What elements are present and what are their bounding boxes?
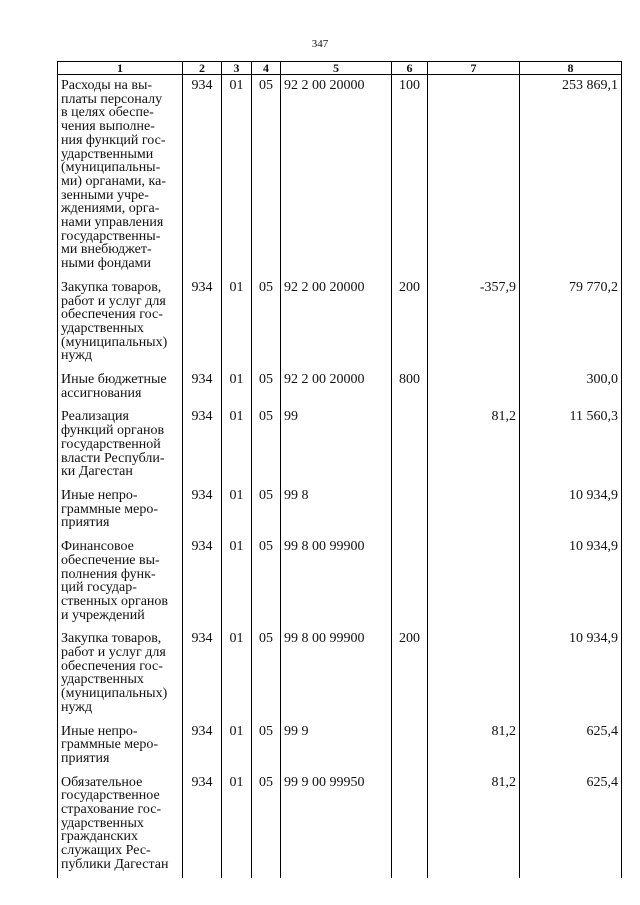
target-article-cell: 99 8 00 99900 bbox=[281, 628, 392, 720]
chapter-code-cell: 934 bbox=[183, 721, 222, 772]
subsection-code-cell: 05 bbox=[252, 277, 281, 369]
target-article-cell: 92 2 00 20000 bbox=[281, 277, 392, 369]
row-name-cell bbox=[58, 485, 183, 536]
row-name-line: платы персоналу bbox=[61, 91, 163, 107]
row-name-line: ассигнования bbox=[61, 385, 142, 401]
subsection-code-cell: 05 bbox=[252, 628, 281, 720]
change-amount-cell bbox=[428, 628, 520, 720]
expense-type-cell: 800 bbox=[392, 369, 428, 406]
total-amount-cell: 300,0 bbox=[520, 369, 622, 406]
total-amount-cell: 253 869,1 bbox=[520, 75, 622, 277]
section-code-cell: 01 bbox=[222, 721, 252, 772]
section-code-cell: 01 bbox=[222, 772, 252, 878]
row-name-line: ждениями, орга- bbox=[61, 201, 160, 217]
row-name-line: чения выполне- bbox=[61, 119, 155, 135]
row-name-line: нужд bbox=[61, 699, 93, 715]
column-header: 5 bbox=[281, 62, 392, 75]
subsection-code-cell: 05 bbox=[252, 721, 281, 772]
target-article-cell: 92 2 00 20000 bbox=[281, 369, 392, 406]
row-name-line: нами управления bbox=[61, 215, 164, 231]
row-name-line: ми внебюджет- bbox=[61, 242, 152, 258]
change-amount-cell bbox=[428, 75, 520, 277]
row-name-line: Иные непро- bbox=[61, 723, 138, 739]
table-header-row bbox=[58, 62, 622, 75]
section-code-cell: 01 bbox=[222, 406, 252, 485]
column-header: 6 bbox=[392, 62, 428, 75]
row-name-line: Иные бюджетные bbox=[61, 372, 167, 388]
target-article-cell: 99 bbox=[281, 406, 392, 485]
expense-type-cell: 200 bbox=[392, 277, 428, 369]
total-amount-cell: 625,4 bbox=[520, 721, 622, 772]
row-name-line: Закупка товаров, bbox=[61, 631, 162, 647]
budget-table bbox=[57, 61, 622, 878]
target-article-cell: 99 8 00 99900 bbox=[281, 536, 392, 628]
target-article-cell: 99 9 bbox=[281, 721, 392, 772]
row-name-cell bbox=[58, 277, 183, 369]
column-header: 8 bbox=[520, 62, 622, 75]
row-name-line: Обязательное bbox=[61, 774, 143, 790]
row-name-line: Финансовое bbox=[61, 539, 134, 555]
page-number: 347 bbox=[311, 38, 329, 50]
table-row bbox=[58, 628, 622, 720]
table-row bbox=[58, 369, 622, 406]
section-code-cell: 01 bbox=[222, 485, 252, 536]
chapter-code-cell: 934 bbox=[183, 406, 222, 485]
total-amount-cell: 79 770,2 bbox=[520, 277, 622, 369]
total-amount-cell: 10 934,9 bbox=[520, 485, 622, 536]
row-name-line: работ и услуг для bbox=[61, 645, 166, 661]
row-name-cell bbox=[58, 369, 183, 406]
expense-type-cell bbox=[392, 485, 428, 536]
total-amount-cell: 10 934,9 bbox=[520, 536, 622, 628]
row-name-line: государственны- bbox=[61, 228, 161, 244]
table-row bbox=[58, 75, 622, 277]
column-header: 4 bbox=[252, 62, 281, 75]
total-amount-cell: 10 934,9 bbox=[520, 628, 622, 720]
row-name-line: Реализация bbox=[61, 409, 129, 425]
subsection-code-cell: 05 bbox=[252, 406, 281, 485]
row-name-line: Закупка товаров, bbox=[61, 279, 162, 295]
table-body bbox=[58, 75, 622, 878]
row-name-line: граммные меро- bbox=[61, 737, 159, 753]
subsection-code-cell: 05 bbox=[252, 536, 281, 628]
expense-type-cell bbox=[392, 721, 428, 772]
table-row bbox=[58, 485, 622, 536]
row-name-line: ций государ- bbox=[61, 580, 137, 596]
change-amount-cell bbox=[428, 536, 520, 628]
change-amount-cell bbox=[428, 369, 520, 406]
row-name-line: (муниципальных) bbox=[61, 686, 168, 702]
table-row bbox=[58, 772, 622, 878]
subsection-code-cell: 05 bbox=[252, 485, 281, 536]
section-code-cell: 01 bbox=[222, 536, 252, 628]
row-name-line: функций органов bbox=[61, 423, 165, 439]
row-name-line: работ и услуг для bbox=[61, 293, 166, 309]
row-name-line: ки Дагестан bbox=[61, 464, 133, 480]
total-amount-cell: 11 560,3 bbox=[520, 406, 622, 485]
row-name-cell bbox=[58, 406, 183, 485]
column-header: 1 bbox=[58, 62, 183, 75]
subsection-code-cell: 05 bbox=[252, 75, 281, 277]
row-name-line: в целях обеспе- bbox=[61, 105, 154, 121]
subsection-code-cell: 05 bbox=[252, 369, 281, 406]
total-amount-cell: 625,4 bbox=[520, 772, 622, 878]
row-name-line: власти Республи- bbox=[61, 450, 165, 466]
row-name-line: государственной bbox=[61, 436, 161, 452]
row-name-line: страхование гос- bbox=[61, 802, 162, 818]
expense-type-cell bbox=[392, 536, 428, 628]
chapter-code-cell: 934 bbox=[183, 536, 222, 628]
table-row bbox=[58, 406, 622, 485]
row-name-line: нужд bbox=[61, 348, 93, 364]
table-row bbox=[58, 721, 622, 772]
row-name-line: Иные непро- bbox=[61, 487, 138, 503]
row-name-line: ударственными bbox=[61, 146, 154, 162]
row-name-line: ными фондами bbox=[61, 256, 152, 272]
change-amount-cell: 81,2 bbox=[428, 721, 520, 772]
chapter-code-cell: 934 bbox=[183, 75, 222, 277]
change-amount-cell: 81,2 bbox=[428, 772, 520, 878]
section-code-cell: 01 bbox=[222, 75, 252, 277]
expense-type-cell bbox=[392, 772, 428, 878]
row-name-line: ударственных bbox=[61, 815, 144, 831]
expense-type-cell: 200 bbox=[392, 628, 428, 720]
row-name-line: приятия bbox=[61, 515, 110, 531]
row-name-line: полнения функ- bbox=[61, 566, 156, 582]
target-article-cell: 99 9 00 99950 bbox=[281, 772, 392, 878]
change-amount-cell: -357,9 bbox=[428, 277, 520, 369]
chapter-code-cell: 934 bbox=[183, 277, 222, 369]
row-name-line: ударственных bbox=[61, 672, 144, 688]
table-row bbox=[58, 536, 622, 628]
row-name-line: (муниципальны- bbox=[61, 160, 161, 176]
row-name-line: обеспечения гос- bbox=[61, 307, 163, 323]
change-amount-cell: 81,2 bbox=[428, 406, 520, 485]
row-name-line: (муниципальных) bbox=[61, 334, 168, 350]
chapter-code-cell: 934 bbox=[183, 369, 222, 406]
row-name-line: Расходы на вы- bbox=[61, 78, 153, 93]
expense-type-cell bbox=[392, 406, 428, 485]
chapter-code-cell: 934 bbox=[183, 772, 222, 878]
table-row bbox=[58, 277, 622, 369]
section-code-cell: 01 bbox=[222, 369, 252, 406]
row-name-cell bbox=[58, 772, 183, 878]
row-name-cell bbox=[58, 628, 183, 720]
row-name-line: публики Дагестан bbox=[61, 856, 169, 872]
row-name-line: ния функций гос- bbox=[61, 132, 166, 148]
expense-type-cell: 100 bbox=[392, 75, 428, 277]
row-name-line: граммные меро- bbox=[61, 501, 159, 517]
row-name-line: служащих Рес- bbox=[61, 843, 151, 859]
subsection-code-cell: 05 bbox=[252, 772, 281, 878]
column-header: 3 bbox=[222, 62, 252, 75]
row-name-line: приятия bbox=[61, 750, 110, 766]
chapter-code-cell: 934 bbox=[183, 485, 222, 536]
column-header: 2 bbox=[183, 62, 222, 75]
chapter-code-cell: 934 bbox=[183, 628, 222, 720]
row-name-cell bbox=[58, 721, 183, 772]
row-name-line: обеспечение вы- bbox=[61, 552, 160, 568]
row-name-line: ударственных bbox=[61, 320, 144, 336]
row-name-line: ственных органов bbox=[61, 593, 169, 609]
section-code-cell: 01 bbox=[222, 628, 252, 720]
change-amount-cell bbox=[428, 485, 520, 536]
row-name-line: обеспечения гос- bbox=[61, 658, 163, 674]
target-article-cell: 99 8 bbox=[281, 485, 392, 536]
row-name-line: гражданских bbox=[61, 829, 138, 845]
row-name-line: и учреждений bbox=[61, 607, 145, 623]
row-name-line: зенными учре- bbox=[61, 187, 149, 203]
column-header: 7 bbox=[428, 62, 520, 75]
row-name-cell bbox=[58, 536, 183, 628]
row-name-cell bbox=[58, 75, 183, 277]
row-name-line: ми) органами, ка- bbox=[61, 173, 166, 189]
section-code-cell: 01 bbox=[222, 277, 252, 369]
row-name-line: государственное bbox=[61, 788, 160, 804]
target-article-cell: 92 2 00 20000 bbox=[281, 75, 392, 277]
